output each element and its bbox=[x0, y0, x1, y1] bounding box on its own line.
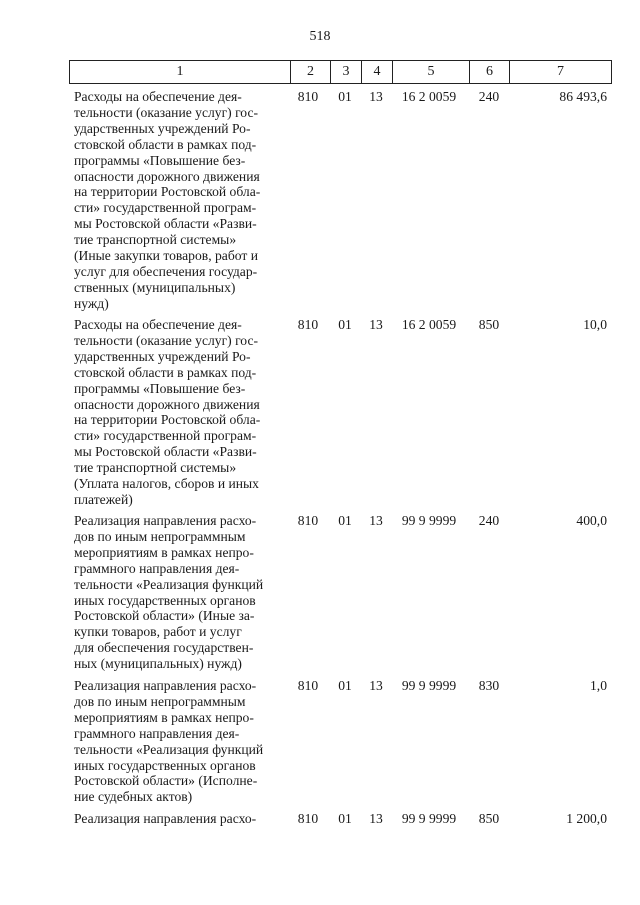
column-header-7: 7 bbox=[510, 61, 612, 84]
section-code: 01 bbox=[338, 317, 352, 332]
ministry-code: 810 bbox=[297, 513, 319, 528]
target-article-code: 16 2 0059 bbox=[401, 317, 457, 332]
expense-description: Реализация направления расхо- bbox=[74, 811, 257, 826]
target-article-code: 99 9 9999 bbox=[401, 811, 457, 826]
expense-type-code: 240 bbox=[478, 513, 500, 528]
subsection-code: 13 bbox=[369, 89, 383, 104]
column-header-2: 2 bbox=[291, 61, 331, 84]
column-header-3: 3 bbox=[331, 61, 362, 84]
target-article-code: 16 2 0059 bbox=[401, 89, 457, 104]
section-code: 01 bbox=[338, 811, 352, 826]
expense-description: Расходы на обеспечение дея- тельности (оказание услуг) гос- ударственных учреждений Ро- стовской области в рамках под- программы «Повышение без- опасности дорожного движения на территории Ростовской обла- сти» государственной програм- мы Ростовской области «Разви- тие транспортной системы» (Иные закупки товаров, работ и услуг для обеспечения государ- ственных (муниципальных) нужд) bbox=[74, 89, 261, 311]
expense-type-code: 850 bbox=[478, 317, 500, 332]
expense-type-code: 850 bbox=[478, 811, 500, 826]
column-header-5: 5 bbox=[393, 61, 470, 84]
ministry-code: 810 bbox=[297, 678, 319, 693]
expense-type-code: 830 bbox=[478, 678, 500, 693]
ministry-code: 810 bbox=[297, 317, 319, 332]
column-header-4: 4 bbox=[362, 61, 393, 84]
subsection-code: 13 bbox=[369, 678, 383, 693]
amount: 1,0 bbox=[590, 678, 607, 693]
expense-description: Расходы на обеспечение дея- тельности (оказание услуг) гос- ударственных учреждений Ро- стовской области в рамках под- программы «Повышение без- опасности дорожного движения на территории Ростовской обла- сти» государственной програм- мы Ростовской области «Разви- тие транспортной системы» (Уплата налогов, сборов и иных платежей) bbox=[74, 317, 261, 507]
amount: 400,0 bbox=[576, 513, 607, 528]
section-code: 01 bbox=[338, 513, 352, 528]
target-article-code: 99 9 9999 bbox=[401, 513, 457, 528]
subsection-code: 13 bbox=[369, 317, 383, 332]
section-code: 01 bbox=[338, 89, 352, 104]
expense-type-code: 240 bbox=[478, 89, 500, 104]
subsection-code: 13 bbox=[369, 811, 383, 826]
ministry-code: 810 bbox=[297, 811, 319, 826]
expense-description: Реализация направления расхо- дов по иным непрограммным мероприятиям в рамках непро- граммного направления дея- тельности «Реализация функций иных государственных органов Ростовской области» (Иные за- купки товаров, работ и услуг для обеспечения государствен- ных (муниципальных) нужд) bbox=[74, 513, 264, 672]
page-number: 518 bbox=[309, 29, 331, 44]
column-header-1: 1 bbox=[70, 61, 291, 84]
column-header-6: 6 bbox=[470, 61, 510, 84]
expense-description: Реализация направления расхо- дов по иным непрограммным мероприятиям в рамках непро- граммного направления дея- тельности «Реализация функций иных государственных органов Ростовской области» (Исполне- ние судебных актов) bbox=[74, 678, 264, 805]
amount: 86 493,6 bbox=[559, 89, 607, 104]
subsection-code: 13 bbox=[369, 513, 383, 528]
section-code: 01 bbox=[338, 678, 352, 693]
amount: 1 200,0 bbox=[566, 811, 607, 826]
amount: 10,0 bbox=[583, 317, 607, 332]
target-article-code: 99 9 9999 bbox=[401, 678, 457, 693]
column-header-row bbox=[69, 60, 612, 84]
ministry-code: 810 bbox=[297, 89, 319, 104]
